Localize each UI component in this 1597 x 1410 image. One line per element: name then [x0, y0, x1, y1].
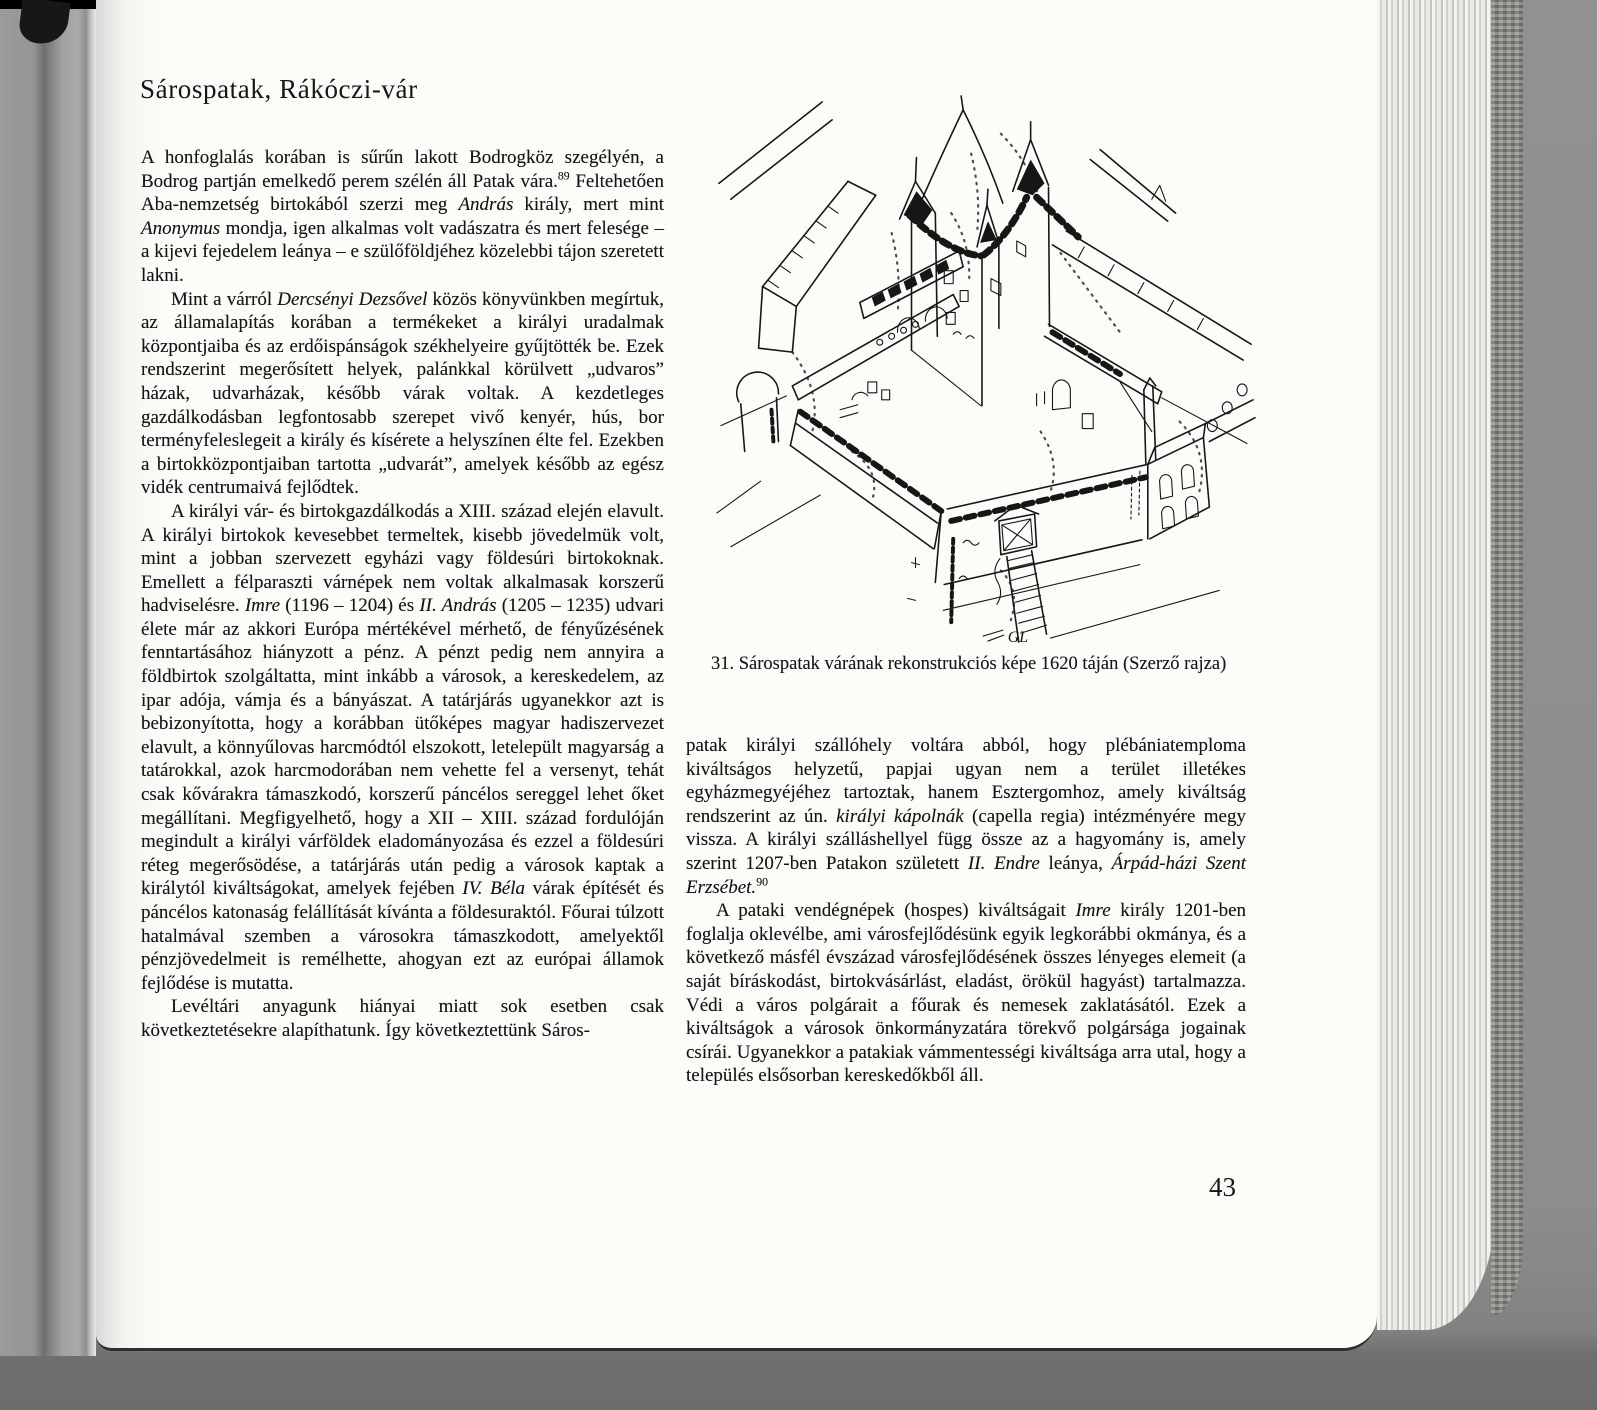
book-cover-edge [1491, 0, 1523, 1316]
paragraph: A pataki vendégnépek (hospes) kiváltságait Imre király 1201-ben foglalja oklevélbe, ami városfejlődésünk egyik legkorábbi okmánya, és a következő másfél évszázad városfejlődésének összes lényeges elemeit (a saját bíráskodást, birtokvásárlást, eladást, örökül hagyást) tartalmazza. Védi a város polgárait a főurak és nemesek zaklatásától. Ezek a kiváltságok a városok önkormányzatára törekvő polgársága jogainak csírái. Ugyanekkor a patakiak vámmentességi kiváltsága arra utal, hogy a település elsősorban kereskedőkből áll. [686, 900, 1247, 1087]
text-column-right [686, 734, 1246, 1088]
castle-line-drawing [700, 94, 1262, 650]
stipple-shading [792, 134, 1202, 621]
paragraph: A királyi vár- és birtokgazdálkodás a XIII. század elején elavult. A királyi birtokok kevesebbet termeltek, kisebb jövedelmük volt, mint a jobban szervezett egyházi vagy földesúri birtokoknak. Emellett a félparaszti várnépek nem voltak alkalmasak korszerű hadviselésre. Imre (1196 – 1204) és II. András (1205 – 1235) udvari élete már az akkori Európa mértékével mérhető, de fényűzésének fenntartásához hiányzott a pénz. A pénzt pedig nem annyira a földbirtok szolgáltatta, mint inkább a városok, a kereskedelem, az ipar adója, vámja és a bányászat. A tatárjárás ugyanekkor azt is bebizonyította, hogy a korábban ütőképes magyar hadiszervezet elavult, a könnyűlovas harcmódtól elszokott, letelepült magyarság a tatárokkal, azok harcmodorában nem vehette fel a versenyt, tehát csak kővárakra támaszkodó, korszerű páncélos sereggel lehet őket megállítani. Megfigyelhető, hogy a XII – XIII. század fordulóján megindult a királyi várföldek eladományozása és ezzel a földesúri réteg megerősödése, a tatárjárás után pedig a városok kaptak a királytól kiváltságokat, amelyek fejében IV. Béla várak építését és páncélos katonaság felállítását kívánta a földesuraktól. Főurai túlzott hatalmával szemben a városokra támaszkodott, amelyektől pénzjövedelmeit is remélhette, ahogyan ezt az európai államok fejlődése is mutatta. [141, 500, 665, 994]
book-fore-edge-pages [1377, 0, 1495, 1330]
paragraph: Levéltári anyagunk hiányai miatt sok esetben csak következtetésekre alapíthatunk. Így következtettünk Sáros- [141, 996, 664, 1041]
artist-signature: GL [1007, 629, 1029, 647]
page-heading: Sárospatak, Rákóczi-vár [140, 74, 418, 104]
book-page [96, 0, 1377, 1351]
figure-caption: 31. Sárospatak várának rekonstrukciós képe 1620 táján (Szerző rajza) [711, 654, 1227, 674]
paragraph: patak királyi szállóhely voltára abból, hogy plébániatemploma kiváltságos helyzetű, papjai ugyan nem a terület illetékes egyházmegyéjéhez tartoztak, hanem Esztergomhoz, amely kiváltság rendszerint az ún. királyi kápolnák (capella regia) intézményére megy vissza. A királyi szálláshellyel függ össze az a hagyomány is, amely szerint 1207-ben Patakon született II. Endre leánya, Árpád-házi Szent Erzsébet.$^{90}$ [686, 735, 1246, 898]
castle-reconstruction-illustration [700, 94, 1262, 650]
book-spine-shadow [0, 0, 96, 1356]
castle-ink-lines [717, 96, 1255, 642]
paragraph: A honfoglalás korában is sűrűn lakott Bodrogköz szegélyén, a Bodrog partján emelkedő perem szélén áll Patak vára.$^{89}$ Feltehetően Aba-nemzetség birtokából szerzi meg András király, mert mint Anonymus mondja, igen alkalmas volt vadászatra és mert felesége – a kijevi fejedelem leánya – e szülőföldjéhez közelebbi tájon szeretett lakni. [141, 147, 664, 286]
page-number: 43 [1209, 1172, 1236, 1202]
text-column-left [141, 146, 664, 1043]
paragraph: Mint a várról Dercsényi Dezsővel közös könyvünkben megírtuk, az államalapítás korában a termékeket a királyi uradalmak központjaiba és az erdőispánságok székhelyeire gyűjtötték be. Ezek rendszerint megerősített helyek, palánkkal körülvett „udvaros” házak, udvarházak, később várak voltak. A kezdetleges gazdálkodásban legfontosabb szerepet vivő kenyér, hús, bor terményfeleslegeit a király és kísérete a helyszínen élte fel. Ezekben a birtokközpontjaiban tartotta „udvarát”, amelyek később az egész vidék centrumaivá fejlődtek. [141, 288, 664, 499]
